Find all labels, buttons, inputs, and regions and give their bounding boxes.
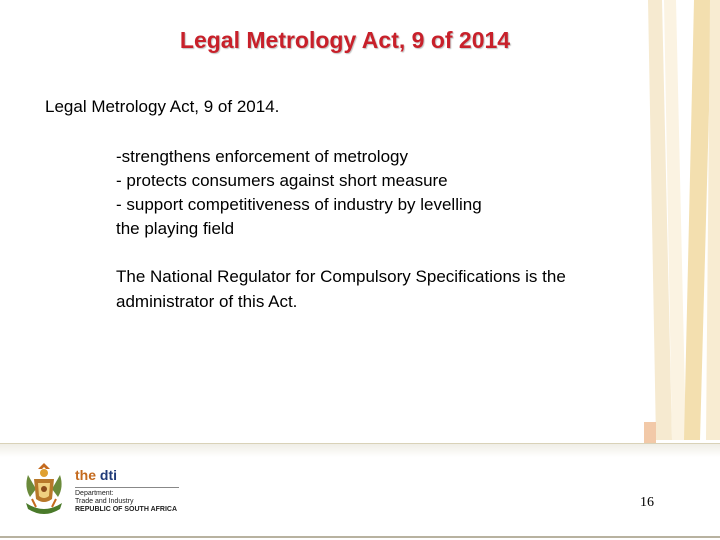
administrator-paragraph [116,264,661,314]
country-label: REPUBLIC OF SOUTH AFRICA [75,506,178,513]
stripe-accent [644,422,656,444]
point-item: the playing field [116,219,235,238]
department-label: Department: [75,490,114,497]
bottom-border [0,536,720,538]
coat-of-arms-icon [20,459,68,519]
ministry-label: Trade and Industry [75,498,134,505]
dti-brand [75,467,185,483]
stripe-1 [648,0,672,440]
paragraph-line: The National Regulator for Compulsory Specifications is the [116,267,566,286]
points-list [116,145,576,241]
dti-rule [75,487,179,488]
stripe-3 [684,0,712,440]
paragraph-line: administrator of this Act. [116,292,298,311]
dti-logo [75,467,185,514]
slide-subtitle: Legal Metrology Act, 9 of 2014. [45,97,280,116]
brand-prefix: the [75,467,100,483]
stripe-2 [664,0,686,440]
footer-divider [0,443,720,444]
point-item: - protects consumers against short measure [116,171,448,190]
point-item: -strengthens enforcement of metrology [116,147,408,166]
page-number: 16 [640,495,654,510]
stripe-4 [706,0,720,440]
brand-name: dti [99,467,117,483]
point-item: - support competitiveness of industry by levelling [116,195,482,214]
slide-title: Legal Metrology Act, 9 of 2014 [179,27,511,53]
